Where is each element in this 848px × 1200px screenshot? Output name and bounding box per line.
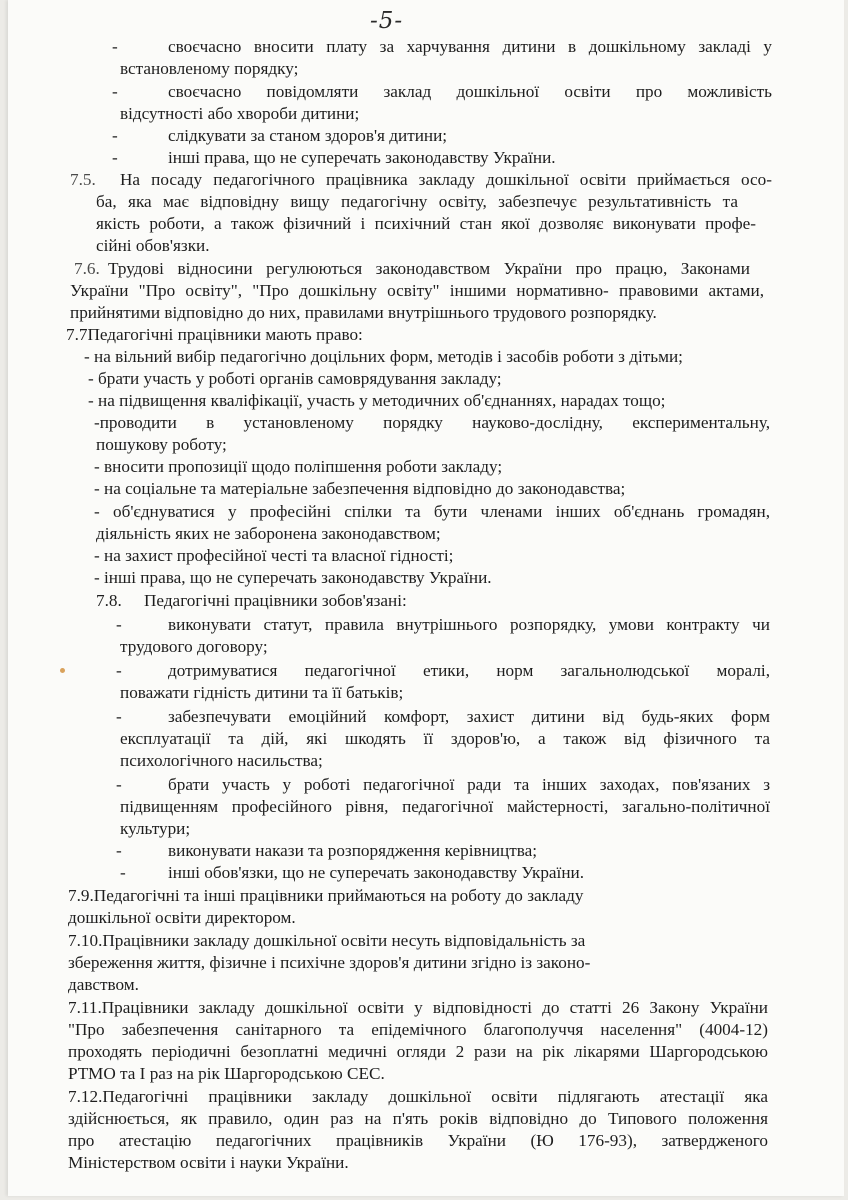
rights-item: - на захист професійної честі та власної гідності; [94,546,454,565]
obligation-item: експлуатації та дій, які шкодять її здоров'ю, а також від фізичного та [120,729,770,748]
section-7-10-line: давством. [68,975,139,994]
obligation-item: дотримуватися педагогічної етики, норм загальнолюдської моралі, [168,661,770,680]
section-number: 7.5. [70,170,96,189]
bullet-dash: - [116,775,122,794]
section-7-6-line: прийнятими відповідно до них, правилами внутрішнього трудового розпорядку. [70,303,657,322]
paragraph-line: слідкувати за станом здоров'я дитини; [168,126,448,145]
section-7-6-line [74,258,104,280]
section-7-9-line: 7.9.Педагогічні та інші працівники приймаються на роботу до закладу [68,886,584,905]
bullet-dash: - [116,841,122,860]
obligation-item: інші обов'язки, що не суперечать законодавству України. [168,863,585,882]
bullet-dash: - [112,126,118,145]
section-7-12-line: Міністерством освіти і науки України. [68,1153,349,1172]
section-7-10-line: 7.10.Працівники закладу дошкільної освіти несуть відповідальність за [68,931,586,950]
section-7-11-line: РТМО та І раз на рік Шаргородською СЕС. [68,1064,385,1083]
rights-item: - на вільний вибір педагогічно доцільних форм, методів і засобів роботи з дітьми; [84,347,683,366]
obligation-item: підвищенням професійного рівня, педагогічної майстерності, загально-політичної [120,797,770,816]
paragraph-line: встановленому порядку; [120,59,299,78]
section-7-5-line: На посаду педагогічного працівника закладу дошкільної освіти приймається осо- [120,170,772,189]
section-7-7-heading: 7.7Педагогічні працівники мають право: [66,325,363,344]
scan-mark [60,668,65,673]
section-7-6-line: Трудові відносини регулюються законодавством України про працю, Законами [108,259,750,278]
obligation-item: брати участь у роботі педагогічної ради та інших заходах, пов'язаних з [168,775,770,794]
rights-item: - на підвищення кваліфікації, участь у методичних об'єднаннях, нарадах тощо; [88,391,666,410]
bullet-dash: - [112,148,118,167]
paragraph-line: інші права, що не суперечать законодавству України. [168,148,556,167]
rights-item: - вносити пропозиції щодо поліпшення роботи закладу; [94,457,503,476]
bullet-dash: - [112,82,118,101]
document-page [8,0,844,1196]
section-7-12-line: здійснюється, як правило, один раз на п'ять років відповідно до Типового положення [68,1109,768,1128]
paragraph-line: своєчасно повідомляти заклад дошкільної освіти про можливість [168,82,772,101]
section-7-11-line: "Про забезпечення санітарного та епідемічного благополуччя населення" (4004-12) [68,1020,768,1039]
rights-item: - на соціальне та матеріальне забезпечення відповідно до законодавства; [94,479,626,498]
section-7-8-heading: Педагогічні працівники зобов'язані: [144,591,407,610]
section-7-5-line: якість роботи, а також фізичний і психічний стан якої дозволяє виконувати профе- [96,214,756,233]
obligation-item: культури; [120,819,191,838]
section-number: 7.6. [74,259,100,278]
rights-item: -проводити в установленому порядку науково-дослідну, експериментальну, [94,413,770,432]
section-7-5-line: ба, яка має відповідну вищу педагогічну освіту, забезпечує результативність та [96,192,738,211]
rights-item: - брати участь у роботі органів самоврядування закладу; [88,369,502,388]
bullet-dash: - [116,615,122,634]
obligation-item: трудового договору; [120,637,268,656]
section-7-6-line: України "Про освіту", "Про дошкільну освіту" іншими нормативно- правовими актами, [70,281,764,300]
obligation-item: поважати гідність дитини та її батьків; [120,683,404,702]
section-7-12-line: 7.12.Педагогічні працівники закладу дошкільної освіти підлягають атестації яка [68,1087,768,1106]
section-7-5-line: сійні обов'язки. [96,236,210,255]
bullet-dash: - [116,707,122,726]
obligation-item: забезпечувати емоційний комфорт, захист дитини від будь-яких форм [168,707,770,726]
section-7-11-line: проходять періодичні безоплатні медичні огляди 2 рази на рік лікарями Шаргородською [68,1042,768,1061]
section-7-11-line: 7.11.Працівники закладу дошкільної освіти у відповідності до статті 26 Закону України [68,998,768,1017]
section-7-10-line: збереження життя, фізичне і психічне здоров'я дитини згідно із законо- [68,953,591,972]
rights-item: - інші права, що не суперечать законодавству України. [94,568,492,587]
obligation-item: виконувати статут, правила внутрішнього розпорядку, умови контракту чи [168,615,770,634]
section-7-5-line [70,169,100,191]
section-7-12-line: про атестацію педагогічних працівників України (Ю 176-93), затвердженого [68,1131,768,1150]
bullet-dash: - [112,37,118,56]
rights-item: - об'єднуватися у професійні спілки та бути членами інших об'єднань громадян, [94,502,770,521]
section-7-9-line: дошкільної освіти директором. [68,908,296,927]
paragraph-line: відсутності або хвороби дитини; [120,104,360,123]
paragraph-line: своєчасно вносити плату за харчування дитини в дошкільному закладі у [168,37,772,56]
bullet-dash: - [120,863,126,882]
rights-item: діяльність яких не заборонена законодавством; [96,524,441,543]
obligation-item: виконувати накази та розпорядження керівництва; [168,841,538,860]
rights-item: пошукову роботу; [96,435,227,454]
bullet-dash: - [116,661,122,680]
section-number: 7.8. [96,591,122,610]
obligation-item: психологічного насильства; [120,751,323,770]
page-number: -5- [370,8,404,34]
